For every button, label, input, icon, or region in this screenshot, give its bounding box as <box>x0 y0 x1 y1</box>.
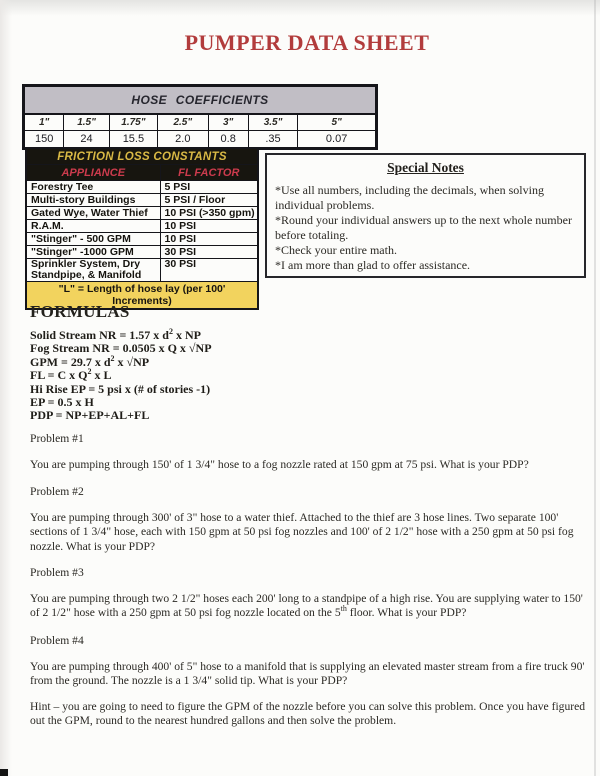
hose-coefficient-value: .35 <box>248 131 297 149</box>
hose-coefficient-value: 0.07 <box>298 131 377 149</box>
formula-line <box>30 383 212 396</box>
problem-4-label: Problem #4 <box>30 634 84 647</box>
hose-lay-length-note: "L" = Length of hose lay (per 100' Increments) <box>26 282 258 310</box>
formula-exponent: 2 <box>110 353 115 363</box>
friction-loss-table <box>25 147 259 310</box>
hose-values-row <box>24 131 377 149</box>
factor-cell: 10 PSI <box>160 220 258 233</box>
problem-text: floor. What is your PDP? <box>346 606 467 620</box>
hose-col-header: 1.75" <box>109 114 157 131</box>
problem-text: You are pumping through 300' of 3" hose to a water thief. Attached to the thief are 3 hose lines. Two separate 100' sections of 1 3/4" hose, each with 150 gpm at 50 psi fog nozzles and 100' of 2 1/2" hose with a 250 gpm at 50 psi fog nozzle. What is your PDP? <box>30 511 574 553</box>
hose-col-header: 3" <box>208 114 248 131</box>
hose-coefficient-value: 0.8 <box>208 131 248 149</box>
hose-col-header: 1.5" <box>64 114 109 131</box>
special-note: *Use all numbers, including the decimals, when solving individual problems. <box>275 183 544 212</box>
hose-coefficients-title: HOSE COEFFICIENTS <box>24 86 377 115</box>
special-note: *Round your individual answers up to the next whole number before totaling. <box>275 213 572 242</box>
problem-3-label: Problem #3 <box>30 566 84 579</box>
formula-text: x NP <box>172 328 201 342</box>
special-note: *I am more than glad to offer assistance. <box>275 258 471 272</box>
friction-row <box>26 207 258 220</box>
page-title: PUMPER DATA SHEET <box>184 30 430 55</box>
problem-1-label: Problem #1 <box>30 432 84 445</box>
friction-row <box>26 259 258 282</box>
formula-line <box>30 396 212 409</box>
appliance-column-header: APPLIANCE <box>26 165 160 181</box>
friction-subheader-row <box>26 165 258 181</box>
problem-text: You are pumping through 150' of 1 3/4" hose to a fog nozzle rated at 150 gpm at 75 psi. What is your PDP? <box>30 458 529 471</box>
formula-line <box>30 329 212 342</box>
factor-cell: 10 PSI (>350 gpm) <box>160 207 258 220</box>
friction-row <box>26 246 258 259</box>
factor-cell: 5 PSI <box>160 181 258 194</box>
hose-coefficient-value: 24 <box>64 131 109 149</box>
appliance-cell: "Stinger" - 500 GPM <box>26 233 160 246</box>
problem-text: You are pumping through two 2 1/2" hoses each 200' long to a standpipe of a high rise. You are supplying water to 150' of 2 1/2" hose with a 250 gpm at 50 psi fog nozzle located on the 5 <box>30 592 583 620</box>
scan-corner-mark <box>0 769 8 776</box>
formula-line <box>30 342 212 355</box>
formula-line <box>30 369 212 382</box>
formula-exponent: 2 <box>87 367 92 377</box>
friction-row <box>26 181 258 194</box>
scan-edge-right <box>594 0 596 776</box>
appliance-cell: Forestry Tee <box>26 181 160 194</box>
problem-2-text <box>30 511 592 554</box>
formulas-section <box>30 302 212 423</box>
hose-col-header: 5" <box>298 114 377 131</box>
hose-coefficient-value: 2.0 <box>158 131 208 149</box>
hint-text: Hint – you are going to need to figure the GPM of the nozzle before you can solve this problem. Once you have figured out the GPM, round to the nearest hundred gallons and then solve the problem. <box>30 700 586 728</box>
friction-row <box>26 233 258 246</box>
problem-4-text <box>30 660 592 689</box>
hose-col-header: 3.5" <box>248 114 297 131</box>
hose-title-row <box>24 86 377 115</box>
problem-text: You are pumping through 400' of 5" hose to a manifold that is supplying an elevated master stream from a fire truck 90' from the ground. The nozzle is a 1 3/4" solid tip. What is your PDP? <box>30 660 585 688</box>
factor-cell: 5 PSI / Floor <box>160 194 258 207</box>
friction-row <box>26 194 258 207</box>
friction-title-row <box>26 148 258 165</box>
formula-exponent: 2 <box>168 327 173 336</box>
appliance-cell: R.A.M. <box>26 220 160 233</box>
formula-text: FL = C x Q <box>30 368 88 383</box>
special-notes-box <box>265 153 586 278</box>
scan-edge-top <box>0 0 600 16</box>
appliance-cell: Multi-story Buildings <box>26 194 160 207</box>
problem-1-text <box>30 458 592 472</box>
hose-header-row <box>24 114 377 131</box>
hose-col-header: 2.5" <box>158 114 208 131</box>
problem-superscript: th <box>340 604 347 614</box>
problem-3-text <box>30 592 592 621</box>
formula-line <box>30 409 212 422</box>
fl-factor-column-header: FL FACTOR <box>160 165 258 181</box>
formula-text: GPM = 29.7 x d <box>30 354 111 369</box>
formula-text: PDP = NP+EP+AL+FL <box>30 408 150 423</box>
appliance-cell: "Stinger" -1000 GPM <box>26 246 160 259</box>
hose-coefficient-value: 15.5 <box>109 131 157 149</box>
scan-edge-left <box>0 0 12 776</box>
hose-coefficient-value: 150 <box>24 131 64 149</box>
problem-2-label: Problem #2 <box>30 485 84 498</box>
formula-text: Hi Rise EP = 5 psi x (# of stories -1) <box>30 381 211 396</box>
factor-cell: 10 PSI <box>160 233 258 246</box>
hose-coefficients-table <box>22 84 378 150</box>
formulas-title: FORMULAS <box>30 302 130 321</box>
formula-text: Solid Stream NR = 1.57 x d <box>30 328 169 342</box>
factor-cell: 30 PSI <box>160 259 258 282</box>
formula-text: Fog Stream NR = 0.0505 x Q x √NP <box>30 341 212 356</box>
formula-text: x √NP <box>114 354 150 369</box>
friction-loss-title: FRICTION LOSS CONSTANTS <box>26 148 258 165</box>
hose-col-header: 1" <box>24 114 64 131</box>
formula-text: EP = 0.5 x H <box>30 395 94 410</box>
formula-text: x L <box>91 368 112 383</box>
friction-row <box>26 220 258 233</box>
special-note: *Check your entire math. <box>275 243 397 257</box>
appliance-cell: Gated Wye, Water Thief <box>26 207 160 220</box>
factor-cell: 30 PSI <box>160 246 258 259</box>
appliance-cell: Sprinkler System, Dry Standpipe, & Manifold <box>26 259 160 282</box>
special-notes-title: Special Notes <box>387 160 464 175</box>
